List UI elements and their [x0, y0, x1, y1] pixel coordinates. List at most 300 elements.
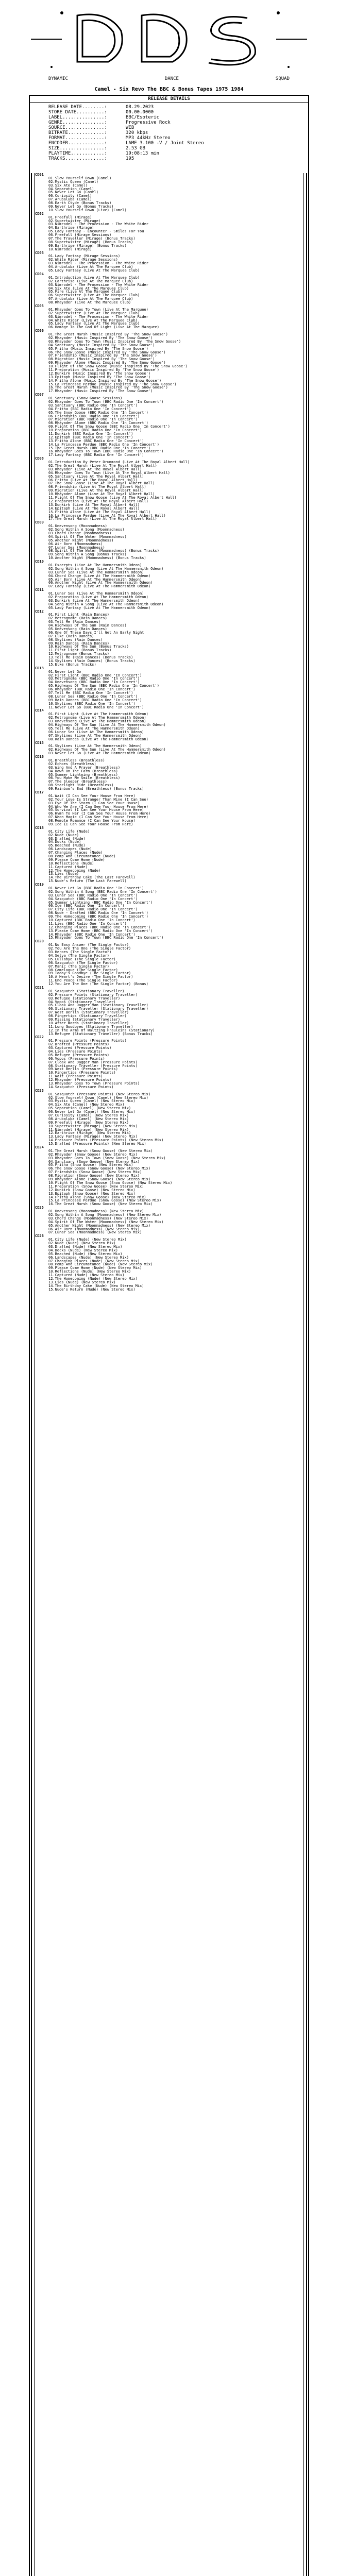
track-item: 06.The Snow Goose (Music Inspired By 'The Snow Goose')	[48, 350, 166, 354]
release-title: Camel - Six Revo The BBC & Bonus Tapes 1975 1984	[94, 87, 244, 92]
track-item: 17.Rhayader (Music Inspired By 'The Snow Goose')	[48, 389, 153, 394]
track-item: 11.Never Let Go (BBC Radio One 'In Concert')	[48, 705, 144, 709]
track-item: 02.Song Within A Song (Live At The Hammersmith Odeon)	[48, 566, 164, 571]
track-item: 02.First Light (BBC Radio One 'In Concert')	[48, 673, 142, 677]
tag-dance: DANCE	[164, 76, 179, 81]
track-item: 12.Epitaph (BBC Radio One 'In Concert')	[48, 435, 133, 439]
track-item: 02.Supertwister (Mirage)	[48, 218, 101, 223]
track-item: 07.West Berlin (Stationary Traveller)	[48, 1010, 129, 1015]
track-item: 03.Eye Of The Storm (I Can See Your House)	[48, 801, 140, 805]
detail-key: FORMAT..............:	[48, 135, 107, 141]
detail-value: 19:08:13 min	[126, 151, 160, 156]
track-item: 01.The Great Marsh (Music Inspired By 'The Snow Goose')	[48, 332, 168, 337]
logo-tagline	[0, 76, 338, 83]
track-item: 05.Beached (Nude) (New Stereo Mix)	[48, 1251, 123, 1256]
track-item: 04.Sasquatch (BBC Radio One 'In Concert')	[48, 896, 138, 901]
track-item: 02.Metrognome (Rain Dances)	[48, 616, 107, 621]
track-item: 09.Please Come Home (Nude) (New Stereo Mix)	[48, 1266, 142, 1270]
track-item: 05.Beached (Nude)	[48, 843, 86, 848]
disc-header: CD24	[35, 1145, 44, 1150]
track-item: 02.Metrognome (Live At The Hammersmith Odeon)	[48, 716, 146, 720]
track-item: 11.End Peace (The Single Factor)	[48, 978, 118, 983]
track-item: 10.Highways Of The Sun (Bonus Tracks)	[48, 645, 129, 649]
track-item: 01.Rhayader Goes To Town (Live At The Marquee)	[48, 307, 148, 312]
track-item: 08.Nude - Drafted (BBC Radio One 'In Concert')	[48, 911, 148, 916]
track-item: 08.Spirit Of The Water (Moonmadness) (Bonus Tracks)	[48, 549, 159, 553]
track-item: 07.Migration (BBC Radio One 'In Concert')	[48, 417, 138, 422]
track-item: 07.Elke (Rain Dances)	[48, 634, 94, 638]
disc-header: CD16	[35, 755, 44, 759]
track-item: 09.Rainbow's End (Breathless) (Bonus Tracks)	[48, 787, 144, 791]
track-item: 14.The Birthday Cake (Nude) (New Stereo Mix)	[48, 1283, 144, 1288]
detail-row	[48, 151, 303, 156]
detail-value: 00.00.0000	[126, 110, 154, 115]
detail-row	[48, 156, 303, 161]
track-item: 03.Drafted (Nude) (New Stereo Mix)	[48, 1244, 123, 1249]
track-item: 02.Song Within A Song (Moonmadness) (New Stereo Mix)	[48, 1212, 162, 1217]
track-item: 13.Lies (Nude) (New Stereo Mix)	[48, 1280, 116, 1284]
detail-key: TRACKS..............:	[48, 156, 107, 161]
disc-header: CD26	[35, 1234, 44, 1239]
detail-value: BBC/Esoteric	[126, 115, 160, 120]
track-item: 09.Please Come Home (Nude)	[48, 857, 105, 862]
detail-key: STORE DATE..........:	[48, 110, 107, 115]
track-item: 14.Pressure Points (Pressure Points) (New Stereo Mix)	[48, 1138, 164, 1143]
track-item: 01.Wait (I Can See Your House From Here)	[48, 793, 136, 798]
track-item: 15.Nude's Return (The Last Farewell)	[48, 879, 127, 884]
track-item: 03.Drafted (Nude)	[48, 836, 86, 841]
track-item: 07.Friendship (Snow Goose) (New Stereo Mix)	[48, 1170, 142, 1175]
track-item: 07.Lady Fantasy (Live At The Hammersmith Odeon)	[48, 584, 151, 589]
track-item: 16.La Princesse Perdue (Live At The Royal Albert Hall)	[48, 513, 166, 518]
track-item: 08.Friendship (Live At The Royal Albert Hall)	[48, 485, 146, 489]
disc-header: CD02	[35, 211, 44, 216]
disc-header: CD11	[35, 588, 44, 592]
track-item: 07.Lunar Sea (Moonmadness) (New Stereo Mix)	[48, 1230, 142, 1235]
track-item: 05.Unevensong (Rain Dances)	[48, 627, 107, 631]
track-item: 02.Earthrise (Live At The Marquee Club)	[48, 279, 133, 283]
track-item: 07.Friendship (Music Inspired By 'The Snow Goose')	[48, 353, 157, 358]
track-item: 07.The Traveller (Mirage) (Bonus Tracks)	[48, 236, 136, 241]
disc-header: CD09	[35, 520, 44, 525]
track-item: 12.Changing Places (BBC Radio One 'In Concert')	[48, 925, 151, 929]
track-item: 03.Never Let Go (Live At The Hammersmith Odeon)	[48, 751, 151, 756]
track-item: 09.Rain Dances (BBC Radio One 'In Concert')	[48, 698, 142, 702]
track-item: 05.Lady Fantasy (Live At The Marquee Club)	[48, 268, 140, 273]
track-item: 02.White Rider (Mirage Sessions)	[48, 258, 118, 262]
disc-header: CD17	[35, 790, 44, 794]
dds-logo	[0, 0, 338, 77]
detail-row	[48, 115, 303, 120]
track-item: 03.Six Ate (Camel)	[48, 183, 88, 188]
track-item: 01.Pressure Points (Pressure Points)	[48, 1039, 127, 1043]
track-item: 01.Slow Yourself Down (Camel)	[48, 176, 112, 180]
track-item: 09.Ice (I Can See Your House From Here)	[48, 822, 133, 826]
detail-row	[48, 130, 303, 135]
track-item: 10.Reflections (Nude) (New Stereo Mix)	[48, 1269, 131, 1274]
track-item: 12.Earthrise (Mirage) (New Stereo Mix)	[48, 1131, 131, 1136]
track-item: 01.Introduction (Live At The Marquee Club)	[48, 275, 140, 280]
track-item: 02.Song Within A Song (Moonmadness)	[48, 528, 125, 532]
track-item: 07.Arubaluba (Live At The Marquee Club)	[48, 297, 133, 301]
track-item: 17.Lady Fantasy (BBC Radio One 'In Concert')	[48, 453, 144, 457]
track-item: 01.Sasquatch (Pressure Points) (New Stereo Mix)	[48, 1092, 151, 1096]
detail-key: SIZE................:	[48, 146, 107, 151]
track-item: 01.Sasquatch (Stationary Traveller)	[48, 989, 125, 993]
track-item: 09.Missing (Stationary Traveller)	[48, 1017, 121, 1022]
track-item: 06.One Of These Days I'll Get An Early Night	[48, 630, 144, 635]
disc-header: CD08	[35, 456, 44, 461]
track-item: 08.Earth Ctyde (Bonus Tracks)	[48, 201, 112, 206]
track-item: 08.Lunar Sea (BBC Radio One 'In Concert')	[48, 694, 138, 699]
track-item: 07.Lunar Sea (Moonmadness)	[48, 545, 105, 550]
disc-header: CD18	[35, 825, 44, 830]
track-item: 01.Lady Fantasy (Mirage Sessions)	[48, 254, 121, 259]
track-item: 02.You Are The One (The Single Factor)	[48, 946, 131, 951]
track-item: 01.No Easy Answer (The Single Factor)	[48, 943, 129, 947]
track-item: 06.Rhayader (BBC Radio One 'In Concert')	[48, 687, 136, 692]
track-item: 08.Rhayader (Live At The Marquee Club)	[48, 300, 131, 305]
track-item: 02.Drafted (Pressure Points)	[48, 1042, 110, 1047]
track-item: 06.You Make Me Smile (Breathless)	[48, 776, 121, 781]
track-item: 05.Refugee (Pressure Points)	[48, 1053, 110, 1057]
detail-key: LABEL...............:	[48, 115, 107, 120]
detail-value: 08.29.2023	[126, 105, 154, 110]
track-item: 03.Lunar Sea (Live At The Hammersmith Odeon)	[48, 570, 144, 574]
nfo-panel	[29, 95, 309, 2576]
track-item: 04.Six Ate (Camel) (New Stereo Mix)	[48, 1103, 125, 1107]
track-item: 04.Separation (Camel)	[48, 187, 94, 191]
track-item: 08.Rhayader Alone (BBC Radio One 'In Concert')	[48, 421, 148, 426]
track-item: 07.The Sleeper (Breathless)	[48, 779, 107, 784]
track-item: 17.The Great Marsh (Live At The Royal Albert Hall)	[48, 517, 157, 521]
track-item: 06.Freefall (Mirage Sessions)	[48, 233, 112, 238]
track-item: 06.Landscapes (Nude) (New Stereo Mix)	[48, 1255, 129, 1260]
track-item: 03.Rhayader Goes To Town (Snow Goose) (New Stereo Mix)	[48, 1156, 166, 1160]
track-item: 03.Rhayader Goes To Town (Music Inspired By 'The Snow Goose')	[48, 339, 181, 344]
track-item: 05.Tell Me (Live At The Hammersmith Odeon)	[48, 726, 140, 731]
track-item: 08.Supertwister (Mirage) (Bonus Tracks)	[48, 240, 133, 244]
track-item: 05.Sanctuary (Live At The Royal Albert Hall)	[48, 474, 144, 479]
track-item: 05.Another Night (Moonmadness) (New Stereo Mix)	[48, 1223, 151, 1228]
disc-header: CD06	[35, 329, 44, 333]
track-item: 05.Survival (I Can See Your House From Here)	[48, 808, 144, 812]
track-item: 04.Sanctuary (Music Inspired By 'The Snow Goose')	[48, 343, 155, 347]
track-item: 08.Rain Dances (Live At The Hammersmith Odeon)	[48, 737, 148, 741]
track-item: 15.La Princesse Perdue (Music Inspired By 'The Snow Goose')	[48, 382, 177, 386]
disc-header: CD05	[35, 303, 44, 308]
track-item: 13.Tell Me (Rain Dances) (Bonus Tracks)	[48, 655, 133, 660]
track-item: 03.Captured (Pressure Points)	[48, 1046, 112, 1050]
release-details	[30, 103, 308, 163]
track-item: 04.Sanctuary (Snow Goose) (New Stereo Mix)	[48, 1159, 140, 1164]
track-item: 04.Selva (The Single Factor)	[48, 953, 110, 958]
detail-key: BITRATE.............:	[48, 130, 107, 135]
track-item: 14.Fritha Alone (Snow Goose) (New Stereo Mix)	[48, 1195, 146, 1199]
track-item: 01.Unevensong (Moonmadness)	[48, 524, 107, 529]
detail-key: SOURCE..............:	[48, 125, 107, 130]
track-item: 15.Fritha Alone (Live At The Royal Albert Hall)	[48, 510, 151, 514]
track-item: 09.The Homecoming (BBC Radio One 'In Concert')	[48, 914, 148, 919]
track-item: 02.Supertwister (Live At The Marquee Club)	[48, 311, 140, 315]
track-item: 08.Camelogue (The Single Factor)	[48, 968, 118, 972]
track-item: 09.Rhayader Alone (Music Inspired By 'The Snow Goose')	[48, 361, 166, 365]
track-item: 01.Never Let Go	[48, 669, 81, 674]
track-item: 05.Another Night (Moonmadness)	[48, 538, 114, 543]
track-item: 15.Nude's Return (Nude) (New Stereo Mix)	[48, 1287, 136, 1292]
track-item: 05.Lullabye (The Single Factor)	[48, 957, 116, 961]
detail-row	[48, 110, 303, 115]
track-item: 10.After Words (Stationary Traveller)	[48, 1021, 129, 1025]
detail-row	[48, 135, 303, 141]
track-item: 07.Skylines (Live At The Hammersmith Odeon)	[48, 733, 142, 738]
track-item: 05.Separation (Camel) (New Stereo Mix)	[48, 1106, 131, 1111]
track-item: 06.Stationary Traveller (Stationary Traveller)	[48, 1007, 148, 1011]
track-item: 05.Fire (Live At The Marquee Club)	[48, 290, 123, 294]
track-item: 01.Unevensong (Moonmadness) (New Stereo Mix)	[48, 1209, 144, 1214]
track-item: 08.Migration (Music Inspired By 'The Snow Goose')	[48, 357, 155, 362]
track-item: 02.Rhayader Goes To Town (BBC Radio One 'In Concert')	[48, 400, 164, 404]
detail-value: WEB	[126, 125, 134, 130]
detail-key: GENRE...............:	[48, 120, 107, 125]
track-item: 11.Preparation (Music Inspired By 'The Snow Goose')	[48, 367, 159, 372]
track-item: 02.Your Love Is Stranger Than Mine (I Can See)	[48, 797, 148, 802]
track-item: 05.Cloak And Dagger Man (Stationary Traveller)	[48, 1003, 148, 1008]
track-item: 08.Arubaluba (Camel) (New Stereo Mix)	[48, 1116, 129, 1121]
track-item: 09.Rain Dances (Rain Dances)	[48, 641, 110, 646]
track-item: 05.Lady Fantasy (Live At The Marquee Club)	[48, 321, 140, 326]
track-item: 16.The Great Marsh (Music Inspired By 'The Snow Goose')	[48, 385, 168, 390]
track-item: 08.Migration (Snow Goose) (New Stereo Mix)	[48, 1174, 140, 1178]
track-item: 06.Never Let Go (Camel) (New Stereo Mix)	[48, 1110, 136, 1114]
track-item: 07.Changing Places (Nude) (New Stereo Mix)	[48, 1259, 140, 1263]
disc-header: CD15	[35, 740, 44, 745]
track-item: 04.Who We Are (I Can See Your House From Here)	[48, 804, 148, 809]
track-item: 05.Lady Fantasy - Encounter - Smiles For You	[48, 229, 144, 234]
track-item: 05.Air Born (Live At The Hammersmith Odeon)	[48, 577, 142, 582]
track-item: 01.City Life (Nude) (New Stereo Mix)	[48, 1238, 127, 1242]
track-item: 06.Homage To The God Of Light (Live At The Marquee)	[48, 325, 159, 330]
disc-header: CD21	[35, 985, 44, 990]
track-item: 03.Nimrodel - The Procession - The White Rider	[48, 282, 148, 287]
track-item: 06.Sasquatch (The Single Factor)	[48, 960, 118, 965]
track-item: 02.Rhayader (Snow Goose) (New Stereo Mix)	[48, 1152, 138, 1157]
track-item: 02.Slow Yourself Down (Camel) (New Stereo Mix)	[48, 1095, 148, 1100]
track-item: 10.Nimrodel (Mirage)	[48, 247, 92, 251]
track-item: 12.Dunkirk (Music Inspired By 'The Snow Goose')	[48, 371, 151, 376]
track-item: 16.Rhayader Goes To Town (BBC Radio One 'In Concert')	[48, 449, 164, 454]
track-item: 01.First Light (Rain Dances)	[48, 613, 110, 617]
track-item: 05.Lady Fantasy (Live At The Hammersmith Odeon)	[48, 605, 151, 610]
track-item: 03.Metrognome (BBC Radio One 'In Concert')	[48, 676, 140, 681]
track-item: 12.The Homecoming (Nude) (New Stereo Mix)	[48, 1276, 138, 1281]
track-item: 06.Supertwister (Live At The Marquee Club)	[48, 293, 140, 298]
track-item: 05.Fritha (Snow Goose) (New Stereo Mix)	[48, 1163, 133, 1167]
track-item: 09.Today's Goodbye (The Single Factor)	[48, 971, 131, 976]
track-item: 04.Rhayader Goes To Town (Live At The Royal Albert Hall)	[48, 470, 171, 475]
track-item: 15.The Great Marsh (BBC Radio One 'In Concert')	[48, 446, 151, 450]
disc-header: CD01	[35, 173, 44, 177]
track-item: 07.Neon Magic (I Can See Your House From Here)	[48, 815, 148, 820]
track-item: 11.Lies (BBC Radio One 'In Concert')	[48, 921, 127, 926]
track-item: 12.You Are The One (The Single Factor) (Bonus)	[48, 982, 148, 987]
detail-row	[48, 105, 303, 110]
track-item: 06.Lunar Sea (Live At The Hammersmith Odeon)	[48, 730, 144, 734]
track-item: 05.Highways Of The Sun (BBC Radio One 'In Concert')	[48, 684, 159, 688]
track-item: 08.Pomp And Circumstance (Nude) (New Stereo Mix)	[48, 1262, 153, 1267]
track-item: 06.Curiosity (Camel)	[48, 194, 92, 198]
detail-value: 320 kbps	[126, 130, 148, 135]
track-item: 05.The Snow Goose (BBC Radio One 'In Concert')	[48, 410, 148, 415]
disc-header: CD25	[35, 1206, 44, 1210]
track-item: 12.The Homecoming (Nude)	[48, 868, 101, 873]
track-item: 10.Reflections (Nude)	[48, 861, 94, 866]
track-item: 02.Echoes (Breathless)	[48, 761, 96, 766]
track-item: 01.Sanctuary (Snow Goose Sessions)	[48, 396, 123, 401]
detail-row	[48, 125, 303, 130]
track-item: 03.Rhayader (Live At The Royal Albert Hall)	[48, 467, 142, 471]
track-item: 01.Skylines (Live At The Hammersmith Odeon)	[48, 744, 142, 749]
track-item: 10.Flight Of The Snow Goose (Music Inspired By 'The Snow Goose')	[48, 364, 188, 369]
track-item: 02.Mystic Queen (Camel)	[48, 179, 98, 184]
track-item: 06.Air Born (Moonmadness) (New Stereo Mix)	[48, 1227, 140, 1231]
track-item: 09.Never Let Go (Bonus Tracks)	[48, 205, 114, 209]
track-item: 01.Never Let Go (BBC Radio One 'In Concert')	[48, 886, 144, 891]
track-item: 13.Epitaph (Snow Goose) (New Stereo Mix)	[48, 1191, 136, 1196]
track-item: 09.Freefall (Mirage) (New Stereo Mix)	[48, 1120, 129, 1125]
track-item: 10.Slow Yourself Down (Live) (Camel)	[48, 208, 127, 212]
track-item: 09.Flight Of The Snow Goose (BBC Radio One 'In Concert')	[48, 425, 171, 429]
track-item: 08.Fingertips (Stationary Traveller)	[48, 1014, 127, 1019]
track-item: 04.Arubaluba (Live At The Marquee Club)	[48, 265, 133, 269]
track-item: 03.Mystic Queen (Camel) (New Stereo Mix)	[48, 1099, 136, 1104]
detail-row	[48, 146, 303, 151]
track-item: 09.Song Within A Song (Bonus Tracks)	[48, 552, 127, 557]
track-item: 03.Unevensong (Live At The Hammersmith Odeon)	[48, 719, 146, 724]
track-item: 13.Rhayader Goes To Town (Pressure Points)	[48, 1081, 140, 1086]
disc-header: CD07	[35, 393, 44, 397]
track-item: 12.Preparation (Live At The Royal Albert Hall)	[48, 499, 148, 503]
track-item: 03.Heroes (The Single Factor)	[48, 950, 112, 955]
track-item: 03.Dunkirk (Live At The Hammersmith Odeon)	[48, 598, 140, 603]
track-item: 08.Remote Romance (I Can See Your House)	[48, 819, 136, 823]
track-item: 09.Rhayader Alone (Snow Goose) (New Stereo Mix)	[48, 1177, 151, 1182]
track-item: 03.Sanctuary (BBC Radio One 'In Concert')	[48, 403, 138, 408]
track-item: 08.Skylines (Rain Dances)	[48, 637, 103, 642]
track-item: 16.The Great Marsh (Snow Goose) (New Stereo Mix)	[48, 1202, 153, 1207]
track-item: 04.Fritha (BBC Radio One 'In Concert')	[48, 406, 131, 411]
track-item: 04.Spirit Of The Water (Moonmadness) (New Stereo Mix)	[48, 1219, 164, 1224]
track-item: 03.Tell Me (Rain Dances)	[48, 620, 101, 624]
track-item: 02.Song Within A Song (BBC Radio One 'In Concert')	[48, 889, 157, 894]
detail-value: 195	[126, 156, 134, 161]
track-item: 09.Earthrise (Mirage) (Bonus Tracks)	[48, 243, 127, 248]
track-item: 15.Elke (Bonus Tracks)	[48, 662, 96, 667]
disc-header: CD23	[35, 1088, 44, 1093]
track-item: 06.Another Night (Live At The Hammersmith Odeon)	[48, 581, 153, 585]
track-item: 10.Supertwister (Mirage) (New Stereo Mix)	[48, 1124, 138, 1128]
tag-squad: SQUAD	[275, 76, 290, 81]
disc-header: CD20	[35, 939, 44, 944]
track-item: 14.Rhayader (BBC Radio One 'In Concert')	[48, 932, 136, 937]
disc-header: CD03	[35, 250, 44, 255]
detail-value: MP3 44kHz Stereo	[126, 135, 171, 141]
track-item: 15.Drafted (Pressure Points) (New Stereo Mix)	[48, 1142, 146, 1146]
disc-header: CD04	[35, 272, 44, 276]
track-item: 13.Lies (Nude)	[48, 872, 79, 876]
track-item: 02.Rhayader (Music Inspired By 'The Snow Goose')	[48, 335, 153, 340]
track-item: 04.Unevensong (BBC Radio One 'In Concert')	[48, 680, 140, 685]
track-item: 04.Highways Of The Sun (Rain Dances)	[48, 623, 127, 628]
track-item: 08.Stationary Traveller (Pressure Points)	[48, 1063, 138, 1068]
track-item: 14.Fritha Alone (Music Inspired By 'The Snow Goose')	[48, 378, 162, 383]
track-item: 04.Spirit Of The Water (Moonmadness)	[48, 534, 127, 539]
track-item: 10.Captured (BBC Radio One 'In Concert')	[48, 918, 136, 923]
track-item: 01.Breathless (Breathless)	[48, 758, 105, 762]
track-item: 05.Summer Lightning (BBC Radio One 'In Concert')	[48, 900, 153, 905]
track-item: 03.Refugee (Stationary Traveller)	[48, 996, 121, 1001]
track-item: 05.Summer Lightning (Breathless)	[48, 772, 118, 777]
track-item: 01.First Light (Live At The Hammersmith Odeon)	[48, 712, 148, 717]
track-item: 13.Lady Fantasy (Mirage) (New Stereo Mix)	[48, 1134, 138, 1139]
track-item: 02.The Great Marsh (Live At The Royal Albert Hall)	[48, 464, 157, 468]
track-item: 10.A Heart's Desire (The Single Factor)	[48, 975, 133, 979]
disc-header: CD12	[35, 609, 44, 614]
track-item: 04.Highways Of The Sun (Live At The Hammersmith Odeon)	[48, 723, 166, 727]
track-item: 14.Epitaph (Live At The Royal Albert Hall)	[48, 506, 140, 511]
track-item: 07.Tell Me (BBC Radio One 'In Concert')	[48, 691, 133, 696]
track-item: 04.Earthrise (Mirage)	[48, 226, 94, 230]
track-item: 10.Skylines (BBC Radio One 'In Concert')	[48, 701, 136, 706]
track-item: 02.Nude (Nude)	[48, 833, 79, 837]
track-item: 15.La Princesse Perdue (Snow Goose) (New Stereo Mix)	[48, 1198, 162, 1203]
track-item: 07.The Snow Goose (Live At The Royal Albert Hall)	[48, 481, 155, 486]
track-item: 09.Migration (Live At The Royal Albert Hall)	[48, 488, 144, 493]
track-item: 12.Rhayader (Pressure Points)	[48, 1078, 112, 1082]
detail-value: 2.53 GB	[126, 146, 145, 151]
track-item: 04.Docks (Nude) (New Stereo Mix)	[48, 1248, 118, 1252]
track-item: 05.Never Let Go (Camel)	[48, 190, 98, 195]
track-item: 11.Long Goodbyes (Stationary Traveller)	[48, 1024, 133, 1029]
track-item: 04.Vopos (Stationary Traveller)	[48, 999, 116, 1004]
tracklist	[30, 173, 308, 2576]
track-item: 06.Air Born (Moonmadness)	[48, 541, 103, 546]
detail-key: RELEASE DATE........:	[48, 105, 107, 110]
track-item: 06.Hymn To Her (I Can See Your House From Here)	[48, 811, 151, 816]
track-item: 11.Wait (Pressure Points)	[48, 1074, 103, 1079]
track-item: 04.Down On The Farm (Breathless)	[48, 769, 118, 773]
disc-header: CD22	[35, 1035, 44, 1040]
detail-key: PLAYTIME............:	[48, 151, 107, 156]
track-item: 07.Changing Places (Nude)	[48, 851, 103, 855]
track-item: 06.Friendship (BBC Radio One 'In Concert')	[48, 414, 140, 418]
tag-dynamic: DYNAMIC	[48, 76, 68, 81]
track-item: 04.Song Within A Song (Live At The Hammersmith Odeon)	[48, 602, 164, 606]
track-item: 07.Manic (The Single Factor)	[48, 964, 110, 969]
track-item: 06.Ice (BBC Radio One 'In Concert')	[48, 904, 125, 908]
disc-header: CD10	[35, 560, 44, 564]
track-item: 03.Chord Change (Moonmadness) (New Stereo Mix)	[48, 1216, 148, 1221]
track-item: 09.West Berlin (Pressure Points)	[48, 1067, 118, 1072]
track-item: 10.Rhayader Alone (Live At The Royal Albert Hall)	[48, 492, 155, 497]
track-item: 05.Fritha (Music Inspired By 'The Snow Goose')	[48, 346, 148, 351]
track-item: 11.Flight Of The Snow Goose (Live At The Royal Albert Hall)	[48, 496, 177, 500]
track-item: 11.Nimrodel (Mirage) (New Stereo Mix)	[48, 1127, 129, 1132]
track-item: 12.Dunkirk (Snow Goose) (New Stereo Mix)	[48, 1188, 136, 1192]
track-item: 13.Dunkirk (Live At The Royal Albert Hall)	[48, 502, 140, 507]
track-item: 06.The Snow Goose (Snow Goose) (New Stereo Mix)	[48, 1166, 151, 1171]
track-item: 01.Introduction By Peter Drummond (Live At The Royal Albert Hall)	[48, 460, 190, 465]
